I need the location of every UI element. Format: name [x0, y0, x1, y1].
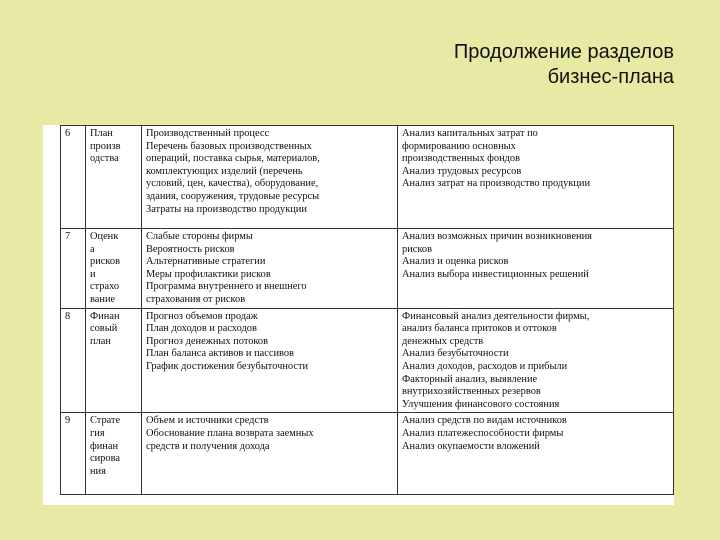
analysis-line: Улучшения финансового состояния: [402, 398, 560, 410]
table-row: [61, 126, 674, 229]
analysis-line: Анализ средств по видам источников: [402, 415, 567, 427]
analysis-line: Анализ трудовых ресурсов: [402, 165, 522, 177]
plan-line: страхования от рисков: [146, 293, 246, 305]
analysis-line: Анализ платежеспособности фирмы: [402, 427, 564, 439]
row-number-cell: [61, 308, 86, 413]
table-row: [61, 413, 674, 495]
row-number: 8: [65, 310, 71, 322]
section-name-line: вание: [90, 293, 116, 305]
plan-line: Затраты на производство продукции: [146, 203, 307, 215]
plan-line: График достижения безубыточности: [146, 360, 309, 372]
section-name-line: одства: [90, 153, 119, 165]
plan-line: средств и получения дохода: [146, 440, 270, 452]
table-body: [61, 126, 674, 495]
analysis-line: Анализ затрат на производство продукции: [402, 178, 591, 190]
analysis-cell: [398, 229, 674, 309]
analysis-line: Факторный анализ, выявление: [402, 373, 538, 385]
row-number-cell: [61, 126, 86, 229]
section-name-line: план: [90, 335, 111, 347]
slide-title: [454, 40, 674, 90]
analysis-line: Анализ доходов, расходов и прибыли: [402, 360, 568, 372]
section-name-line: и: [90, 268, 96, 280]
table-row: [61, 229, 674, 309]
row-number: 7: [65, 231, 71, 242]
section-name-line: финан: [90, 440, 119, 452]
plan-line: Меры профилактики рисков: [146, 268, 271, 280]
plan-line: комплектующих изделий (перечень: [146, 165, 303, 177]
section-name-line: ния: [90, 465, 106, 477]
plan-line: Прогноз объемов продаж: [146, 310, 258, 322]
row-number-cell: [61, 413, 86, 495]
section-name-line: страхо: [90, 281, 120, 293]
section-name-cell: [86, 413, 142, 495]
analysis-line: денежных средств: [402, 335, 484, 347]
analysis-line: анализ баланса притоков и оттоков: [402, 323, 557, 335]
section-name-line: произв: [90, 140, 121, 152]
analysis-line: Анализ выбора инвестиционных решений: [402, 268, 589, 280]
row-number: 6: [65, 128, 71, 139]
plan-line: операций, поставка сырья, материалов,: [146, 153, 320, 165]
analysis-cell: [398, 308, 674, 413]
plan-content-cell: [142, 229, 398, 309]
table-sheet: [43, 125, 674, 505]
table-row: [61, 308, 674, 413]
section-name-cell: [86, 229, 142, 309]
plan-line: Альтернативные стратегии: [146, 256, 266, 268]
plan-line: Прогноз денежных потоков: [146, 335, 269, 347]
business-plan-table: [60, 125, 674, 495]
plan-content-cell: [142, 308, 398, 413]
plan-content-cell: [142, 126, 398, 229]
analysis-line: формированию основных: [402, 140, 516, 152]
plan-line: Слабые стороны фирмы: [146, 231, 253, 242]
section-name-line: Страте: [90, 415, 121, 427]
plan-content-cell: [142, 413, 398, 495]
analysis-line: рисков: [402, 243, 432, 255]
section-name-cell: [86, 126, 142, 229]
section-name-line: Оценк: [90, 231, 119, 242]
analysis-cell: [398, 126, 674, 229]
row-number: 9: [65, 415, 71, 427]
section-name-line: Финан: [90, 310, 120, 322]
plan-line: Объем и источники средств: [146, 415, 269, 427]
section-name-line: а: [90, 243, 95, 255]
plan-line: Перечень базовых производственных: [146, 140, 312, 152]
analysis-line: Анализ капитальных затрат по: [402, 128, 538, 139]
plan-line: Обоснование плана возврата заемных: [146, 427, 314, 439]
analysis-line: производственных фондов: [402, 153, 521, 165]
plan-line: Вероятность рисков: [146, 243, 235, 255]
section-name-line: сирова: [90, 453, 120, 465]
analysis-cell: [398, 413, 674, 495]
plan-line: План доходов и расходов: [146, 323, 257, 335]
row-number-cell: [61, 229, 86, 309]
section-name-line: План: [90, 128, 113, 139]
section-name-cell: [86, 308, 142, 413]
plan-line: Программа внутреннего и внешнего: [146, 281, 307, 293]
analysis-line: Анализ и оценка рисков: [402, 256, 509, 268]
plan-line: условий, цен, качества), оборудование,: [146, 178, 319, 190]
plan-line: здания, сооружения, трудовые ресурсы: [146, 190, 320, 202]
analysis-line: Анализ возможных причин возникновения: [402, 231, 592, 242]
plan-line: Производственный процесс: [146, 128, 270, 139]
analysis-line: Финансовый анализ деятельности фирмы,: [402, 310, 590, 322]
title-line-2: бизнес-плана: [547, 66, 674, 88]
section-name-line: совый: [90, 323, 118, 335]
title-line-1: Продолжение разделов: [453, 41, 674, 63]
section-name-line: гия: [90, 427, 105, 439]
analysis-line: внутрихозяйственных резервов: [402, 386, 541, 398]
analysis-line: Анализ окупаемости вложений: [402, 440, 540, 452]
plan-line: План баланса активов и пассивов: [146, 348, 294, 360]
analysis-line: Анализ безубыточности: [402, 348, 509, 360]
section-name-line: рисков: [90, 256, 120, 268]
